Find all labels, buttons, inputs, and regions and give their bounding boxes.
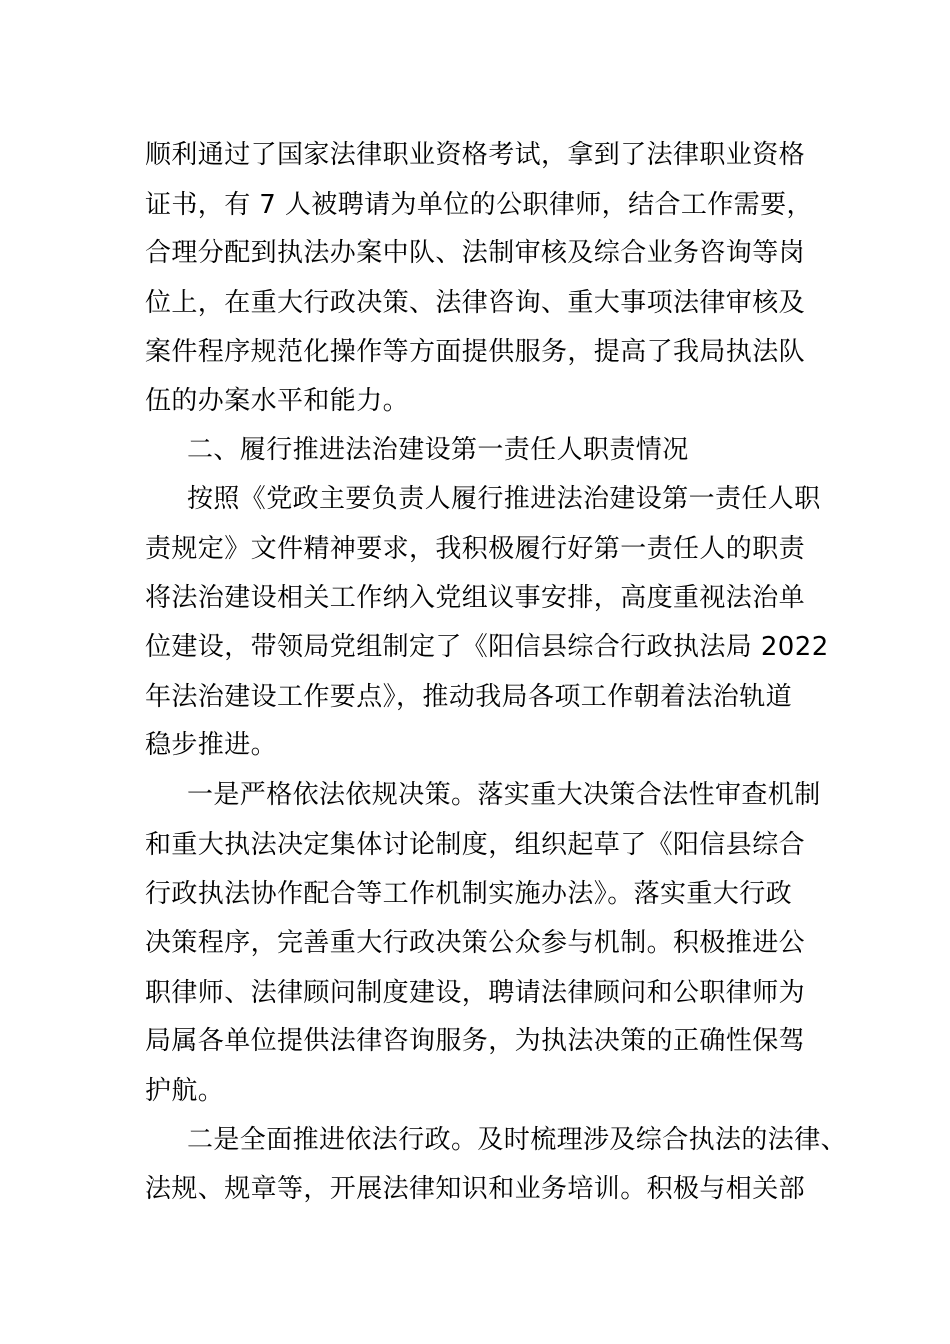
text-line: 位上，在重大行政决策、法律咨询、重大事项法律审核及 [145, 288, 806, 318]
section-heading: 二、履行推进法治建设第一责任人职责情况 [187, 435, 689, 465]
text-line: 伍的办案水平和能力。 [145, 386, 410, 416]
text-line: 稳步推进。 [145, 730, 278, 760]
text-line: 局属各单位提供法律咨询服务，为执法决策的正确性保驾 [145, 1026, 806, 1056]
text-line: 案件程序规范化操作等方面提供服务，提高了我局执法队 [145, 337, 806, 367]
text-line: 合理分配到执法办案中队、法制审核及综合业务咨询等岗 [145, 238, 806, 268]
text-line: 决策程序，完善重大行政决策公众参与机制。积极推进公 [145, 928, 806, 958]
text-line: 一是严格依法依规决策。落实重大决策合法性审查机制 [187, 780, 821, 810]
text-line: 和重大执法决定集体讨论制度，组织起草了《阳信县综合 [145, 830, 806, 860]
text-line: 顺利通过了国家法律职业资格考试，拿到了法律职业资格 [145, 140, 806, 170]
text-line: 责规定》文件精神要求，我积极履行好第一责任人的职责 [145, 534, 806, 564]
text-line: 护航。 [145, 1076, 225, 1106]
text-line: 证书，有 7 人被聘请为单位的公职律师，结合工作需要， [145, 190, 813, 220]
text-line: 二是全面推进依法行政。及时梳理涉及综合执法的法律、 [187, 1125, 848, 1155]
text-line: 职律师、法律顾问制度建设，聘请法律顾问和公职律师为 [145, 978, 806, 1008]
text-line: 按照《党政主要负责人履行推进法治建设第一责任人职 [187, 484, 821, 514]
text-line: 年法治建设工作要点》，推动我局各项工作朝着法治轨道 [145, 682, 793, 712]
text-line: 法规、规章等，开展法律知识和业务培训。积极与相关部 [145, 1174, 806, 1204]
text-line: 位建设，带领局党组制定了《阳信县综合行政执法局 2022 [145, 632, 829, 662]
text-line: 将法治建设相关工作纳入党组议事安排，高度重视法治单 [145, 583, 806, 613]
text-line: 行政执法协作配合等工作机制实施办法》。落实重大行政 [145, 879, 793, 909]
